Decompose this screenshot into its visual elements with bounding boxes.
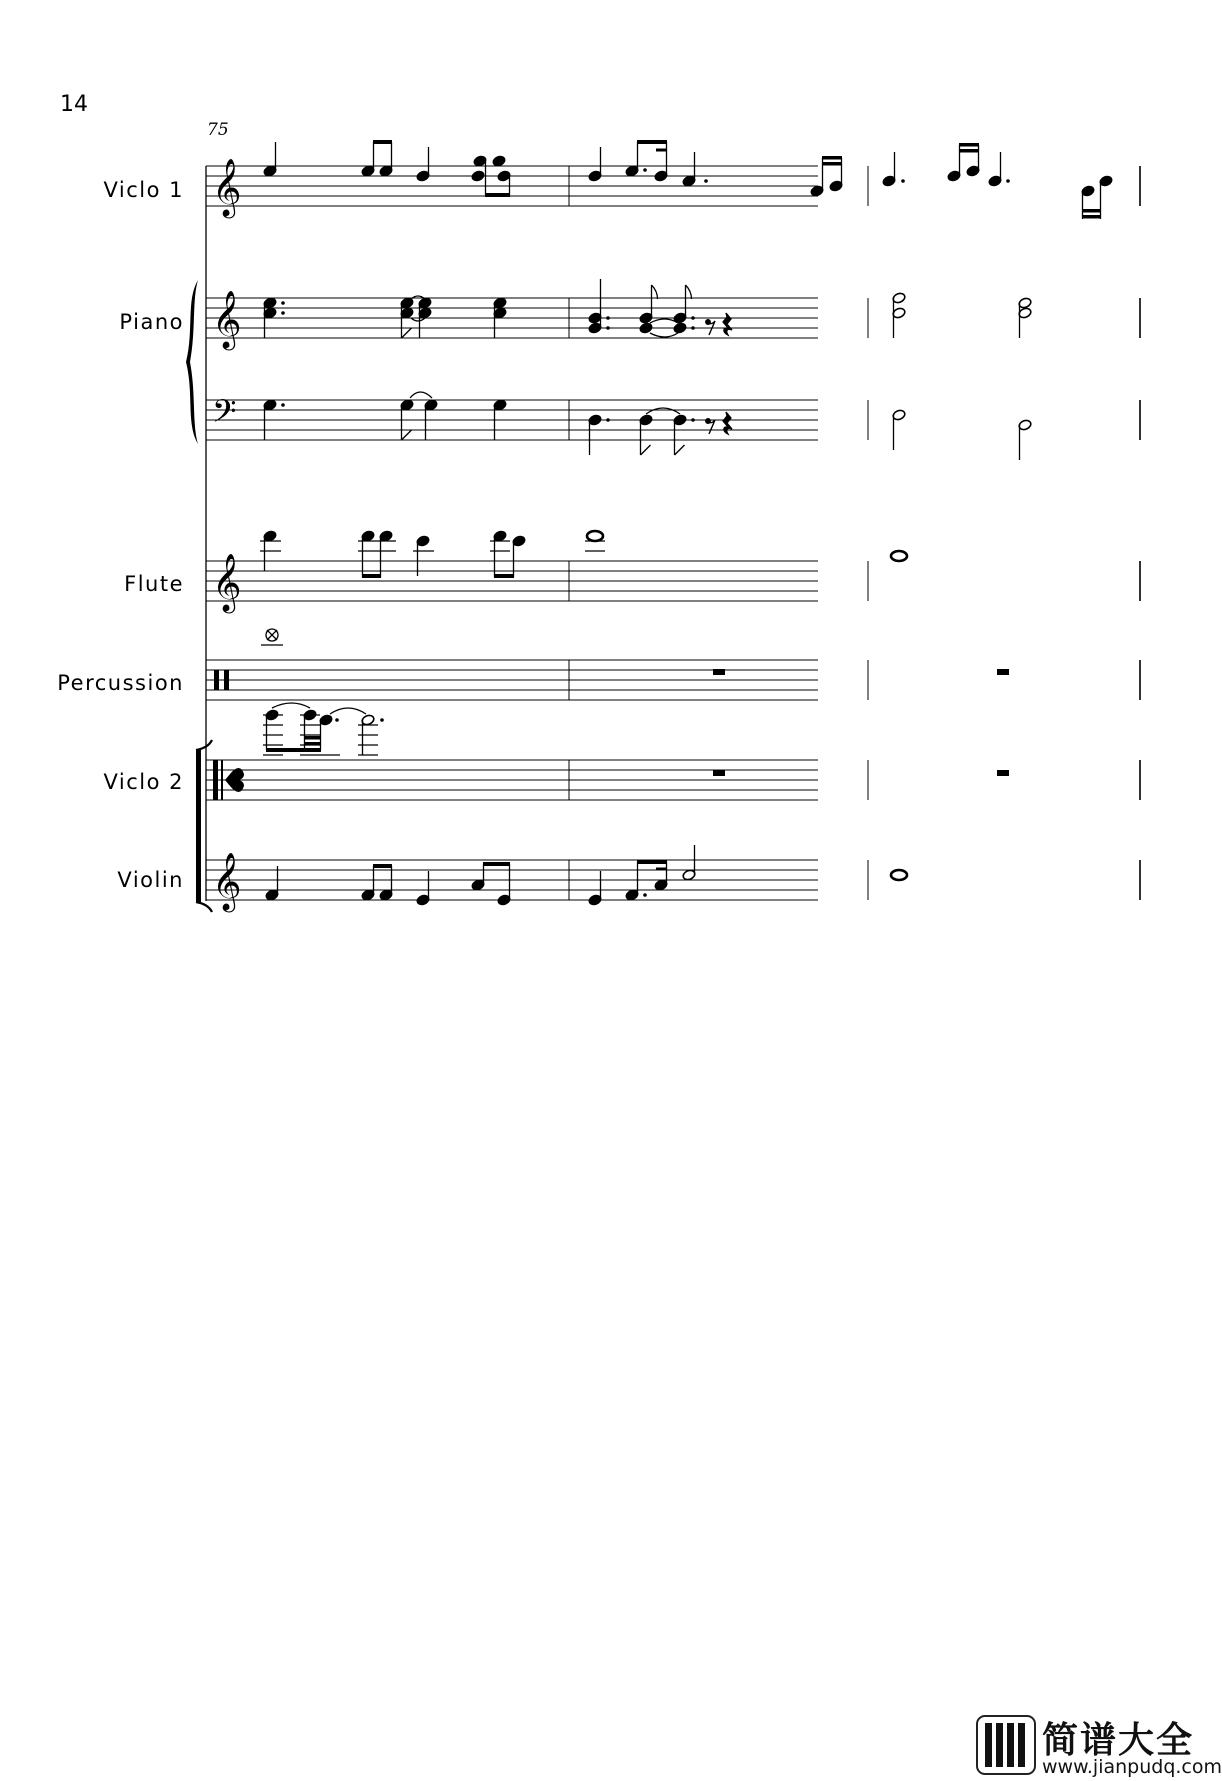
treble-clef-icon: 𝄞 — [212, 158, 242, 216]
staff-viclo2 — [206, 760, 1140, 800]
staff-piano-lh — [206, 393, 1140, 440]
staff-label-flute: Flute — [124, 572, 184, 596]
watermark-logo — [976, 1712, 1222, 1778]
page-number: 14 — [60, 92, 88, 117]
staff-label-percussion: Percussion — [57, 671, 184, 695]
notes-piano-lh — [263, 392, 1032, 460]
watermark-url: www.jianpudq.com — [1042, 1756, 1222, 1778]
percussion-clef-icon — [214, 670, 219, 690]
staff-violin — [206, 852, 1140, 913]
staff-label-piano: Piano — [119, 310, 184, 334]
piano-keys-icon — [976, 1715, 1036, 1775]
watermark-title: 简谱大全 — [1042, 1720, 1195, 1761]
strings-bracket — [196, 740, 212, 912]
notes-violin — [265, 845, 907, 906]
notes-viclo1 — [263, 140, 1113, 219]
notes-viclo2 — [263, 703, 1009, 776]
treble-clef-icon: 𝄞 — [212, 553, 242, 611]
staff-flute — [206, 553, 1140, 614]
staff-label-viclo1: Viclo 1 — [103, 178, 184, 202]
notes-percussion — [261, 629, 1009, 675]
measure-number: 75 — [207, 120, 229, 140]
treble-clef-icon: 𝄞 — [212, 290, 242, 348]
staff-label-viclo2: Viclo 2 — [103, 770, 184, 794]
treble-clef-icon: 𝄞 — [212, 852, 242, 910]
staff-percussion — [206, 660, 1140, 700]
staff-label-violin: Violin — [117, 868, 184, 892]
bass-clef-icon: 𝄢 — [212, 393, 237, 437]
piano-brace — [186, 280, 198, 444]
